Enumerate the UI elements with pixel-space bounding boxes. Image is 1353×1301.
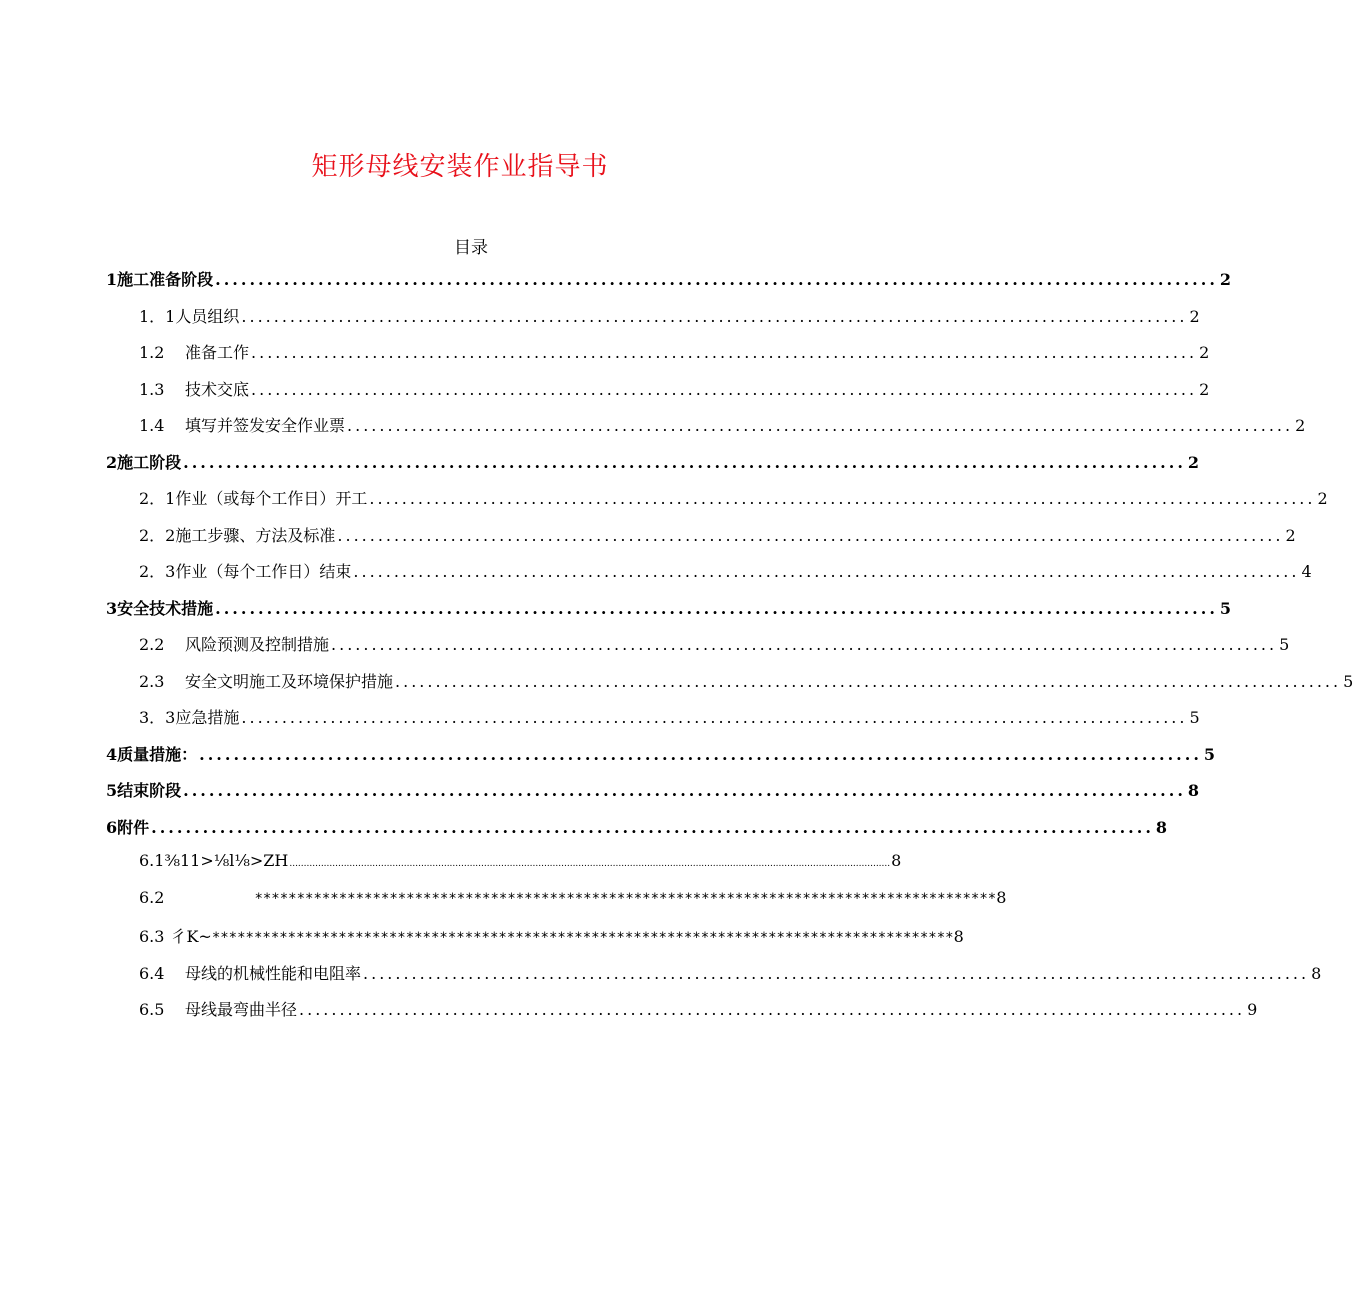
toc-entry-page: 9 <box>1247 1000 1258 1019</box>
toc-entry-label: 施工准备阶段 <box>117 270 214 289</box>
toc-entry-number: 2．1 <box>139 489 176 508</box>
toc-entry-label: ⅜11>⅛l⅛>ZH <box>164 851 289 870</box>
toc-entry-page: 2 <box>1199 379 1210 399</box>
toc-entry-label: 安全文明施工及环境保护措施 <box>185 671 394 691</box>
toc-entry[interactable] <box>0 887 1007 925</box>
dot-leader: ..................................................................................................................... <box>251 379 1198 399</box>
toc-entry[interactable] <box>0 815 1168 852</box>
toc-entry-page: 2 <box>1219 270 1232 289</box>
toc-entry-label: 应急措施 <box>175 708 240 727</box>
toc-entry-number: 6.3 <box>139 927 165 946</box>
toc-entry-number: 6 <box>106 817 118 837</box>
toc-entry-number: 1 <box>106 270 118 289</box>
toc-entry[interactable] <box>0 851 902 888</box>
toc-entry[interactable] <box>0 742 1216 779</box>
toc-entry-page: 5 <box>1189 708 1200 727</box>
toc-entry-page: 4 <box>1301 562 1312 581</box>
toc-entry[interactable] <box>0 377 1210 414</box>
toc-entry[interactable] <box>0 413 1306 450</box>
toc-entry[interactable] <box>0 705 1200 742</box>
toc-entry[interactable] <box>0 596 1232 633</box>
toc-entry-page: 5 <box>1279 635 1290 654</box>
toc-entry-number: 6.5 <box>139 1000 165 1019</box>
toc-entry-number: 4 <box>106 744 118 764</box>
toc-entry-label: 技术交底 <box>185 379 250 399</box>
toc-entry-number: 5 <box>106 781 118 800</box>
table-of-contents <box>0 267 1353 1034</box>
toc-entry-page: 2 <box>1317 489 1328 508</box>
star-leader: **************************************************************************************** <box>254 890 997 907</box>
dot-leader: ..................................................................................................................... <box>199 744 1202 764</box>
dot-leader: ..................................................................................................................... <box>251 343 1198 362</box>
toc-entry-label: 质量措施： <box>117 744 198 764</box>
toc-entry[interactable] <box>0 924 964 961</box>
toc-entry-page: 2 <box>1295 416 1306 435</box>
dot-leader: ..................................................................................................................... <box>183 781 1186 800</box>
toc-entry-page: 8 <box>1155 817 1168 837</box>
toc-entry-page: 2 <box>1189 306 1200 326</box>
toc-entry-number: 6.4 <box>139 963 165 983</box>
toc-entry-page: 5 <box>1203 744 1216 764</box>
dot-leader: ..................................................................................................................... <box>347 416 1294 435</box>
toc-entry-page: 2 <box>1187 452 1200 472</box>
toc-entry-label: 结束阶段 <box>117 781 182 800</box>
toc-entry-number: 1.2 <box>139 343 165 362</box>
dot-leader: ..................................................................................................................... <box>183 452 1186 472</box>
toc-entry-label: 母线最弯曲半径 <box>185 1000 298 1019</box>
toc-entry-number: 3 <box>106 598 118 618</box>
dot-leader: ..................................................................................................................... <box>299 1000 1246 1019</box>
dot-leader: ..................................................................................................................... <box>215 270 1218 289</box>
toc-entry-page: 2 <box>1199 343 1210 362</box>
toc-entry-label: 人员组织 <box>175 306 240 326</box>
toc-entry-number: 2．2 <box>139 525 176 545</box>
toc-entry-number: 1.4 <box>139 416 165 435</box>
toc-entry-page: 8 <box>891 851 902 870</box>
toc-entry-number: 6.1 <box>139 851 165 870</box>
toc-entry[interactable] <box>0 267 1232 304</box>
toc-entry-label: 彳K~ <box>170 927 212 946</box>
toc-entry-number: 2．3 <box>139 562 176 581</box>
toc-entry[interactable] <box>0 778 1200 815</box>
toc-entry-label: 准备工作 <box>185 343 250 362</box>
toc-entry[interactable] <box>0 997 1258 1034</box>
toc-entry-label: 施工步骤、方法及标准 <box>175 525 336 545</box>
dot-leader: ..................................................................................................................... <box>337 525 1284 545</box>
toc-entry[interactable] <box>0 340 1210 377</box>
toc-entry-number: 2.2 <box>139 635 165 654</box>
toc-entry-number: 2.3 <box>139 671 165 691</box>
toc-entry-number: 3．3 <box>139 708 176 727</box>
toc-entry-page: 2 <box>1285 525 1296 545</box>
dot-leader: ..................................................................................................................... <box>363 963 1310 983</box>
dot-leader: ..................................................................................................................... <box>241 306 1188 326</box>
toc-entry-page: 8 <box>1187 781 1200 800</box>
toc-entry[interactable] <box>0 632 1290 669</box>
toc-entry[interactable] <box>0 304 1200 341</box>
toc-entry[interactable] <box>0 559 1312 596</box>
toc-heading: 目录 <box>454 238 488 258</box>
toc-entry-label: 作业（或每个工作日）开工 <box>175 489 368 508</box>
toc-entry-page: 8 <box>996 887 1007 907</box>
dot-leader: ..................................................................................................................... <box>369 489 1316 508</box>
dot-leader: ..................................................................................................................... <box>215 598 1218 618</box>
dot-leader: ..................................................................................................................... <box>151 817 1154 837</box>
toc-entry[interactable] <box>0 523 1296 560</box>
toc-entry-number: 1．1 <box>139 306 176 326</box>
toc-entry-label: 风险预测及控制措施 <box>185 635 330 654</box>
toc-entry-number: 6.2 <box>139 887 165 907</box>
dot-leader: ..................................................................................................................... <box>241 708 1188 727</box>
dot-leader: .................................................................................................................................................................................................................. <box>289 859 891 869</box>
toc-entry-label: 施工阶段 <box>117 452 182 472</box>
dot-leader: ..................................................................................................................... <box>395 671 1342 691</box>
toc-entry-page: 8 <box>1311 963 1322 983</box>
toc-entry[interactable] <box>0 669 1353 706</box>
dot-leader: ..................................................................................................................... <box>353 562 1300 581</box>
toc-entry-label: 安全技术措施 <box>117 598 214 618</box>
document-title: 矩形母线安装作业指导书 <box>311 152 609 182</box>
toc-entry-number: 1.3 <box>139 379 165 399</box>
toc-entry-label: 填写并签发安全作业票 <box>185 416 346 435</box>
toc-entry-number: 2 <box>106 452 118 472</box>
toc-entry-page: 5 <box>1343 671 1353 691</box>
toc-entry-label: 母线的机械性能和电阻率 <box>185 963 362 983</box>
toc-entry-label: 附件 <box>117 817 150 837</box>
dot-leader: ..................................................................................................................... <box>331 635 1278 654</box>
toc-entry-page: 8 <box>953 927 964 946</box>
toc-entry-label: 作业（每个工作日）结束 <box>175 562 352 581</box>
toc-entry[interactable] <box>0 450 1200 487</box>
toc-entry-page: 5 <box>1219 598 1232 618</box>
star-leader: **************************************************************************************** <box>211 930 954 946</box>
toc-entry[interactable] <box>0 961 1322 998</box>
toc-entry[interactable] <box>0 486 1328 523</box>
